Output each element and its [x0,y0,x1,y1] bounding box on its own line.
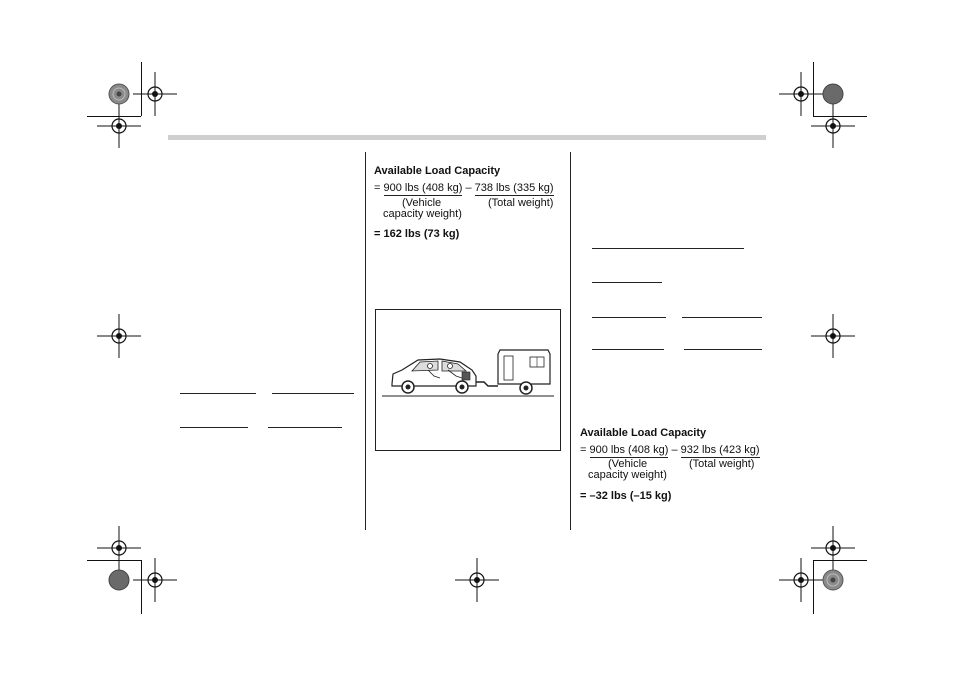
registration-mark-icon [97,104,141,148]
blank-line [684,349,762,350]
total-weight-label: (Total weight) [689,458,755,470]
load-capacity-result: = –32 lbs (–15 kg) [580,490,672,502]
equals-sign: = [580,444,587,456]
vehicle-capacity-label: (Vehicle [608,458,648,470]
crop-mark [141,62,142,116]
vehicle-capacity-label-2: capacity weight) [588,469,667,481]
load-capacity-result: = 162 lbs (73 kg) [374,228,460,240]
blank-line [592,349,664,350]
vehicle-capacity-label: (Vehicle [402,197,442,209]
towing-illustration [375,309,561,451]
color-target-icon [108,83,130,105]
color-target-icon [822,569,844,591]
registration-mark-icon [133,558,177,602]
vehicle-capacity-label-2: capacity weight) [383,208,462,220]
crop-mark [813,62,814,116]
total-weight-label: (Total weight) [488,197,554,209]
registration-mark-icon [779,558,823,602]
minus-sign: – [465,182,472,194]
equals-sign: = [374,182,381,194]
blank-line [180,427,248,428]
crop-mark [87,116,141,117]
equation-row [374,182,554,195]
vehicle-capacity-value: 900 lbs (408 kg) [589,444,669,456]
blank-line [592,317,666,318]
page-header-bar [168,135,766,140]
color-target-icon [108,569,130,591]
registration-mark-icon [455,558,499,602]
equation-row [580,444,760,457]
column-divider-right [570,152,571,530]
blank-line [592,248,744,249]
crop-mark [813,116,867,117]
vehicle-capacity-value: 900 lbs (408 kg) [383,182,463,194]
column-divider-left [365,152,366,530]
color-target-icon [822,83,844,105]
registration-mark-icon [97,314,141,358]
load-capacity-heading: Available Load Capacity [374,165,501,177]
load-capacity-heading: Available Load Capacity [580,427,707,439]
crop-mark [87,560,141,561]
crop-mark [813,560,867,561]
total-weight-value: 932 lbs (423 kg) [680,444,760,456]
blank-line [592,282,662,283]
registration-mark-icon [811,314,855,358]
blank-line [272,393,354,394]
blank-line [180,393,256,394]
crop-mark [141,560,142,614]
registration-mark-icon [811,104,855,148]
car-trailer-drawing [376,310,560,450]
minus-sign: – [671,444,678,456]
blank-line [268,427,342,428]
total-weight-value: 738 lbs (335 kg) [474,182,554,194]
crop-mark [813,560,814,614]
blank-line [682,317,762,318]
